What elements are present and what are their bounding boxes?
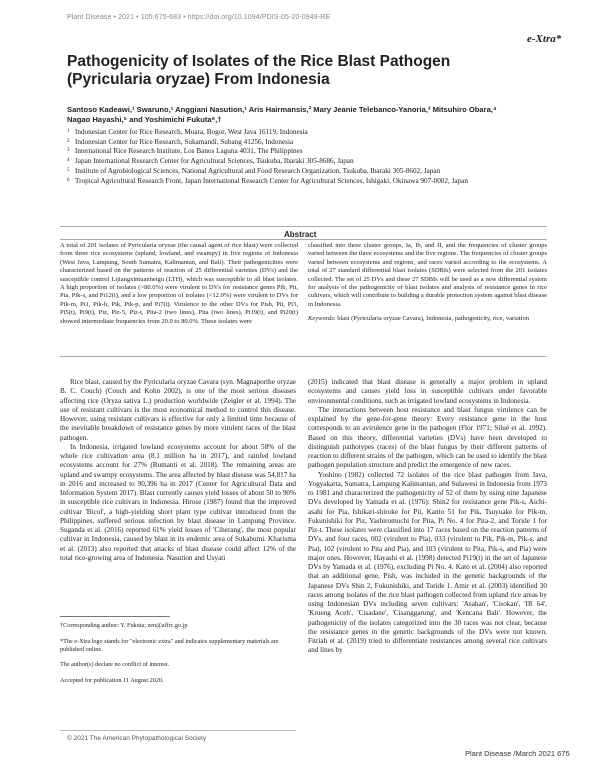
conflict-note: The author(s) declare no conflict of interest. <box>60 661 170 669</box>
body-paragraph: Yoshino (1982) collected 72 isolates of the rice blast pathogen from Java, Yogyakarta, Sumatra, Lampung Kalimantan, and Sulawesi in Indonesia from 1973 to 1981 and characterized the pathogenicity of 52 of them by using nine Japanese DVs developed by Yamada et al. (1976): Shin2 for resistance gene Pik-s, Aichi-asahi for Pia, Ishikari-shiroke for Pii, Kanto 51 for Pik, Tsuyuake for Pik-m, Fukunishiki for Piz, Yashiromochi for Pita, Pi No. 4 for Pita-2, and Toride 1 for Piz-t. These isolates were classified into 17 races based on the reaction patterns of DVs, and four races, 002 (virulent to Pia), 033 (virulent to Pik, Pik-m, Pik-s, and Pia), 102 (virulent to Pita and Pia), and 103 (virulent to Pita, Pik-s, and Pia) were major ones. However, Hayashi et al. (1998) detected Pi19(t) in the set of Japanese DVs by Yamada et al. (1976), excluding Pi No. 4. Kato et al. (2004) also reported that an additional gene, Pish, was included in the genetic backgrounds of the Japanese DVs Shin 2, Fukunishiki, and Toride 1. Amir et al. (2003) identified 30 races among isolates of the rice blast pathogen collected from upland rice areas by using Indonesian DVs including seven cultivars: 'Asahan', 'Cisokan', 'IR 64', 'Krueng Aceh', 'Cisadane', 'Cisanggarung', and 'Kencana Bali'. However, the pathogenicity of the isolates categorized into the 30 races was not clear, because the resistance genes in the genetic backgrounds of the DVs were not known. Fitriah et al. (2019) tried to differentiate resistances among several rice cultivars and lines by <box>308 470 547 655</box>
body-right-column <box>308 378 547 742</box>
affiliation-2 <box>67 138 547 148</box>
abstract-bottom-rule <box>60 356 547 357</box>
corresponding-author: †Corresponding author: Y. Fukuta; zen@affrc.go.jp <box>60 622 188 629</box>
body-paragraph: The interactions between host resistance and blast fungus virulence can be explained by the gene-for-gene theory: Every resistance gene in the host corresponds to an avirulence gene in the pathogen (Flor 1971; Silué et al. 1992). Based on this theory, differential varieties (DVs) have been developed to distinguish pathotypes (races) of the blast fungus by their different patterns of reaction to different strains of the pathogen, which can be used to identify the blast pathogen population structure and predict the emergence of new races. <box>308 405 547 470</box>
keywords <box>308 315 547 323</box>
affiliation-text: International Rice Research Institute, Los Banos Laguna 4031, The Philippines <box>75 147 303 156</box>
affiliation-3 <box>67 147 547 157</box>
abstract-heading-rule <box>60 239 547 240</box>
affiliation-number: 4 <box>67 158 70 164</box>
copyright-rule <box>60 730 296 731</box>
abstract-top-rule <box>60 226 547 227</box>
page-footer: Plant Disease /March 2021 675 <box>465 749 570 758</box>
affiliation-number: 5 <box>67 167 70 173</box>
body-paragraph: (2015) indicated that blast disease is generally a major problem in upland ecosystems and causes yield loss in susceptible cultivars under favorable environmental conditions, such as irrigated lowland ecosystems in Indonesia. <box>308 378 547 405</box>
journal-citation-line: Plant Disease • 2021 • 105:675-683 • https://doi.org/10.1094/PDIS-05-20-0949-RE <box>67 14 331 21</box>
affiliation-text: Indonesian Center for Rice Research, Sukamandi, Subang 41256, Indonesia <box>75 137 294 146</box>
abstract-right-column <box>308 242 547 324</box>
abstract-right-text: classified into three cluster groups, Ia, Ib, and II, and the frequencies of cluster groups varied between the three ecosystems and the five regions. The frequencies of cluster groups varied between ecosystems and regions, and races varied according to the ecosystems. A total of 27 standard differential blast isolates (SDBIs) were selected from the 201 isolates collected. The set of 25 DVs and these 27 SDBIs will be used as a new differential system for analysis of the pathogenicity of blast isolates and analysis of resistance genes in rice cultivars, which will contribute to building a durable protection system against blast disease in Indonesia. <box>308 242 547 308</box>
affiliation-text: Japan International Research Center for Agricultural Sciences, Tsukuba, Ibaraki 305-8686, Japan <box>75 157 354 166</box>
footnotes <box>60 622 296 685</box>
extra-note: *The e-Xtra logo stands for "electronic extra" and indicates supplementary materials are published online. <box>60 637 279 653</box>
affiliation-1 <box>67 128 547 138</box>
affiliation-text: Institute of Agrobiological Sciences, National Agricultural and Food Research Organization, Tsukuba, Ibaraki 305-8602, Japan <box>75 166 441 175</box>
author-list <box>67 105 547 125</box>
body-paragraph: Rice blast, caused by the Pyricularia oryzae Cavara (syn. Magnaporthe oryzae B. C. Couch) (Couch and Kohn 2002), is one of the most serious diseases affecting rice (Oryza sativa L.) production worldwide (Zeigler et al. 1994). The use of resistant cultivars is the most economical method to control this disease. However, using resistant cultivars is effective for only a limited time because of the inevitable breakdown of resistance genes by more virulent races of the blast pathogen. <box>60 378 296 442</box>
affiliation-number: 1 <box>67 129 70 134</box>
affiliation-number: 3 <box>67 148 70 154</box>
authors-line-2: Nagao Hayashi,⁵ and Yoshimichi Fukuta⁶,† <box>67 115 222 124</box>
article-title: Pathogenicity of Isolates of the Rice Blast Pathogen (Pyricularia oryzae) From Indonesia <box>67 53 451 88</box>
affiliation-number: 6 <box>67 177 70 183</box>
authors-line-1: Santoso Kadeawi,¹ Swaruno,¹ Anggiani Nasution,¹ Aris Hairmansis,² Mary Jeanie Telebanco-Yanoria,³ Mitsuhiro Obara,⁴ <box>67 105 497 114</box>
abstract-heading: Abstract <box>284 230 317 239</box>
affiliation-text: Tropical Agricultural Research Front, Japan International Research Center for Agricultural Sciences, Ishigaki, Okinawa 907-0002, Japan <box>75 176 468 185</box>
e-xtra-logo: e-Xtra* <box>527 33 562 45</box>
footnote-rule <box>60 616 170 617</box>
affiliation-text: Indonesian Center for Rice Research, Muara, Bogor, West Java 16119, Indonesia <box>75 128 308 136</box>
affiliation-4 <box>67 157 547 167</box>
copyright: © 2021 The American Phytopathological Society <box>67 735 207 742</box>
affiliation-number: 2 <box>67 138 70 144</box>
keywords-text: : blast (Pyricularia oryzae Cavara), Indonesia, pathogenicity, rice, variation <box>333 315 529 323</box>
keywords-label: Keywords <box>308 315 334 323</box>
affiliations <box>67 128 547 186</box>
affiliation-5 <box>67 167 547 177</box>
body-left-column <box>60 378 296 612</box>
body-paragraph: In Indonesia, irrigated lowland ecosystems account for about 58% of the whole rice cultivation area (8.1 million ha in 2017), and rainfed lowland ecosystems account for 27% (Rumanti et al. 2018). The remaining areas are upland and swampy ecosystems. The area affected by blast disease was 54,817 ha in 2016 and increased to 90,396 ha in 2017 (Center for Agricultural Data and Information System 2017). Blast currently causes yield losses of about 50 to 90% in susceptible rice cultivars in Indonesia. Hirose (1987) found that the improved cultivar 'Bicol', a high-yielding short plant type cultivar introduced from the Philippines, suffered serious infection by blast disease in Lampung Province. Suganda et al. (2016) reported 61% yield losses of 'Ciherang', the most popular cultivar in Indonesia, caused by blast in its endemic area of Sukabumi. Kharisma et al. (2013) also reported that attacks of blast disease could affect 12% of the total rice-growing area of Indonesia. Nasution and Usyati <box>60 442 296 562</box>
abstract-left-column: A total of 201 isolates of Pyricularia oryzae (the causal agent of rice blast) were collected from three rice ecosystems (upland, lowland, and swampy) in five regions of Indonesia (West Java, Lampung, South Sumatra, Kalimantan, and Bali). Their pathogenicities were characterized based on the patterns of reaction of 25 differential varieties (DVs) and the susceptible control Lijiangxintuanheigu (LTH), which was susceptible to all blast isolates. A high proportion of isolates (>80.0%) were virulent to DVs for resistance genes Pib, Pit, Pia, Pik-s, and Pi12(t), and a low proportion of isolates (<12.9%) were virulent to DVs for Pik-m, Pi1, Pik-h, Pik, Pik-p, and Pi7(t). Virulence to the other DVs for Pish, Pii, Pi3, Pi5(t), Pi9(t), Piz, Piz-5, Piz-t, Pita-2 (two lines), Pita (two lines), Pi19(t), and Pi20(t) showed intermediate frequencies from 20.0 to 80.0%. These isolates were <box>60 242 298 325</box>
accepted-note: Accepted for publication 11 August 2020. <box>60 677 164 685</box>
affiliation-6 <box>67 177 547 187</box>
